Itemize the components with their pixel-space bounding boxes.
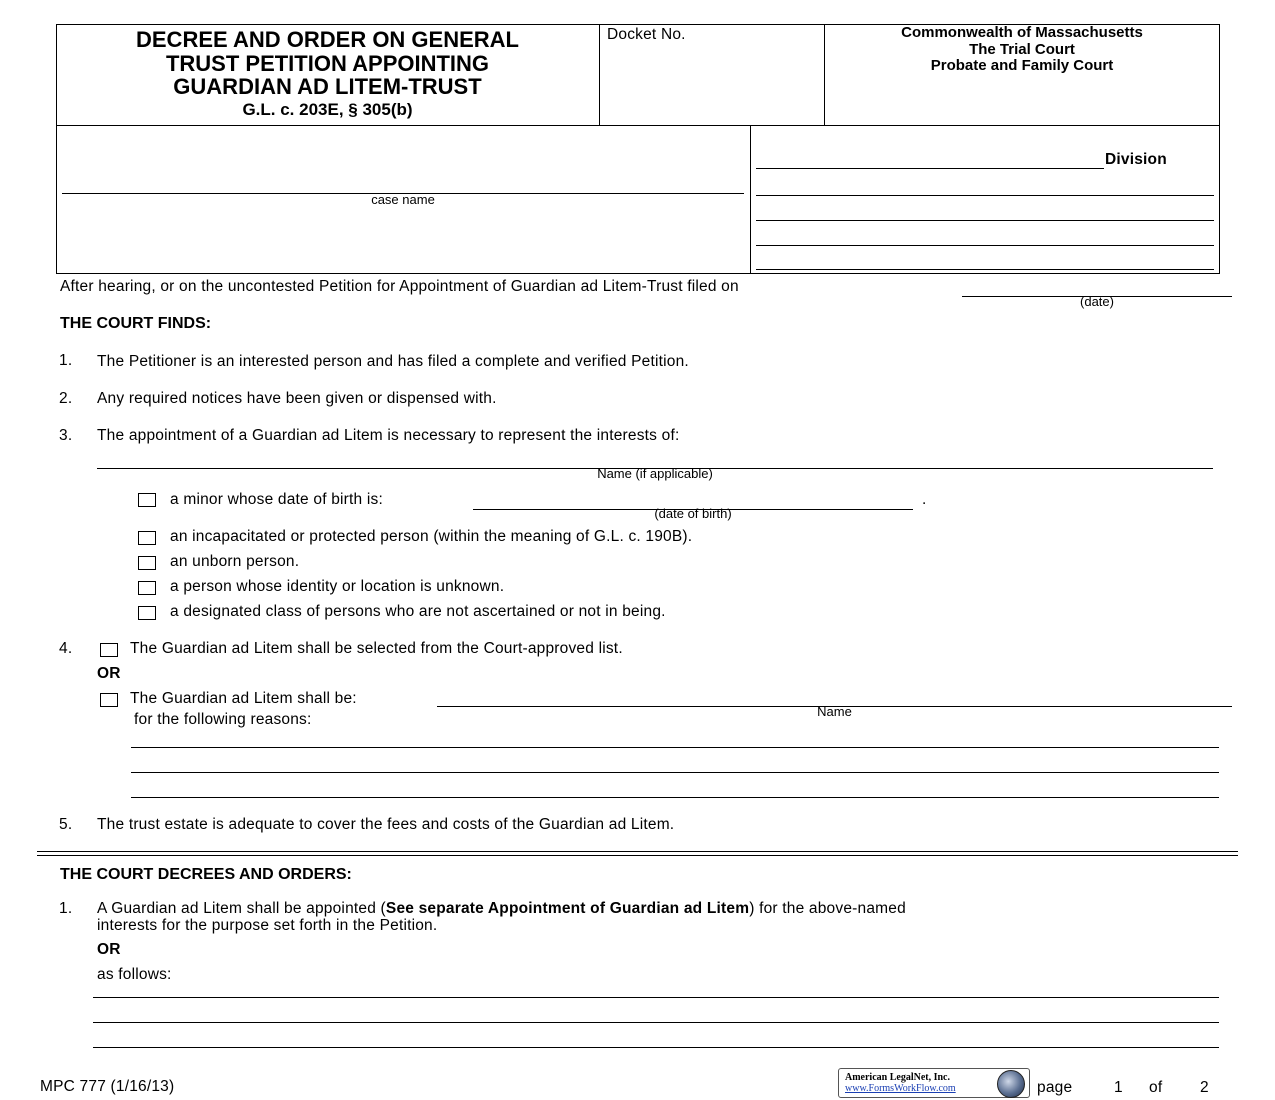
statute-citation: G.L. c. 203E, § 305(b): [242, 99, 413, 119]
form-title-line: TRUST PETITION APPOINTING: [165, 50, 490, 76]
option-unknown-person: a person whose identity or location is unknown.: [170, 578, 505, 595]
form-title-line: GUARDIAN AD LITEM-TRUST: [173, 74, 482, 99]
division-address-line[interactable]: [756, 195, 1214, 196]
page-indicator: [1037, 1079, 1217, 1097]
header-vertical-3: [750, 125, 751, 274]
finding-number: 2.: [59, 390, 73, 407]
order-1: [97, 900, 906, 918]
page-number: 1: [1114, 1079, 1123, 1096]
reasons-label: for the following reasons:: [134, 711, 312, 728]
division-label: Division: [1105, 151, 1167, 168]
section-divider: [37, 855, 1238, 856]
finding-number: 5.: [59, 816, 73, 833]
form-title-line: DECREE AND ORDER ON GENERAL: [136, 27, 519, 52]
option-unborn: an unborn person.: [170, 553, 300, 570]
or-label: OR: [97, 665, 121, 682]
logo-company: American LegalNet, Inc.: [845, 1072, 950, 1083]
orders-line[interactable]: [93, 1047, 1219, 1048]
reasons-line[interactable]: [131, 797, 1219, 798]
designated-class-checkbox[interactable]: [138, 606, 156, 620]
division-address-line[interactable]: [756, 245, 1214, 246]
order-1-bold: See separate Appointment of Guardian ad Litem: [385, 900, 750, 917]
incapacitated-checkbox[interactable]: [138, 531, 156, 545]
case-name-label: case name: [371, 192, 435, 207]
as-follows-label: as follows:: [97, 966, 172, 983]
form-id: MPC 777 (1/16/13): [40, 1078, 175, 1095]
findings-heading: THE COURT FINDS:: [60, 315, 212, 332]
division-field[interactable]: [756, 168, 1104, 169]
option-minor: a minor whose date of birth is:: [170, 491, 383, 508]
orders-line[interactable]: [93, 997, 1219, 998]
page-total: 2: [1200, 1079, 1209, 1096]
court-approved-list-checkbox[interactable]: [100, 643, 118, 657]
dob-period: .: [922, 491, 927, 508]
unknown-person-checkbox[interactable]: [138, 581, 156, 595]
finding-4-option-b: The Guardian ad Litem shall be:: [130, 690, 357, 707]
unborn-checkbox[interactable]: [138, 556, 156, 570]
header-vertical-2: [824, 24, 825, 125]
finding-4-option-a: The Guardian ad Litem shall be selected from the Court-approved list.: [130, 640, 623, 657]
order-number: 1.: [59, 900, 73, 917]
header-vertical-1: [599, 24, 600, 125]
header-divider: [56, 125, 1220, 126]
court-line: Probate and Family Court: [930, 57, 1114, 74]
order-1-line2: interests for the purpose set forth in the Petition.: [97, 917, 438, 934]
order-1-text: A Guardian ad Litem shall be appointed (: [97, 900, 386, 917]
named-gal-checkbox[interactable]: [100, 693, 118, 707]
intro-text: After hearing, or on the uncontested Petition for Appointment of Guardian ad Litem-Trust filed on: [60, 278, 739, 295]
page-label: page: [1037, 1079, 1073, 1096]
date-of-birth-label: (date of birth): [654, 506, 732, 521]
logo-url[interactable]: www.FormsWorkFlow.com: [845, 1083, 956, 1094]
finding-number: 4.: [59, 640, 73, 657]
form-title: [56, 28, 599, 121]
gal-name-label: Name: [817, 704, 852, 719]
finding-number: 3.: [59, 427, 73, 444]
section-divider: [37, 851, 1238, 852]
or-label: OR: [97, 941, 121, 958]
division-address-line[interactable]: [756, 269, 1214, 270]
court-line: The Trial Court: [969, 40, 1075, 58]
option-designated-class: a designated class of persons who are not ascertained or not in being.: [170, 603, 666, 620]
division-address-line[interactable]: [756, 220, 1214, 221]
order-1-text: ) for the above-named: [749, 900, 906, 917]
court-line: Commonwealth of Massachusetts: [901, 24, 1143, 41]
date-label: (date): [1080, 294, 1114, 309]
reasons-line[interactable]: [131, 747, 1219, 748]
finding-number: 1.: [59, 352, 73, 369]
of-label: of: [1149, 1079, 1163, 1096]
reasons-line[interactable]: [131, 772, 1219, 773]
finding-2: Any required notices have been given or dispensed with.: [97, 390, 497, 407]
publisher-logo[interactable]: [838, 1068, 1030, 1098]
name-if-applicable-label: Name (if applicable): [597, 466, 713, 481]
minor-checkbox[interactable]: [138, 493, 156, 507]
orders-heading: THE COURT DECREES AND ORDERS:: [60, 866, 352, 883]
court-name: [826, 25, 1218, 75]
option-incapacitated: an incapacitated or protected person (within the meaning of G.L. c. 190B).: [170, 528, 693, 545]
docket-number-field[interactable]: [604, 48, 820, 120]
globe-icon: [997, 1070, 1025, 1098]
finding-3: The appointment of a Guardian ad Litem is necessary to represent the interests of:: [97, 427, 680, 444]
docket-label: Docket No.: [607, 26, 686, 43]
finding-1: The Petitioner is an interested person and has filed a complete and verified Petition.: [97, 353, 689, 370]
finding-5: The trust estate is adequate to cover the fees and costs of the Guardian ad Litem.: [97, 816, 675, 833]
orders-line[interactable]: [93, 1022, 1219, 1023]
